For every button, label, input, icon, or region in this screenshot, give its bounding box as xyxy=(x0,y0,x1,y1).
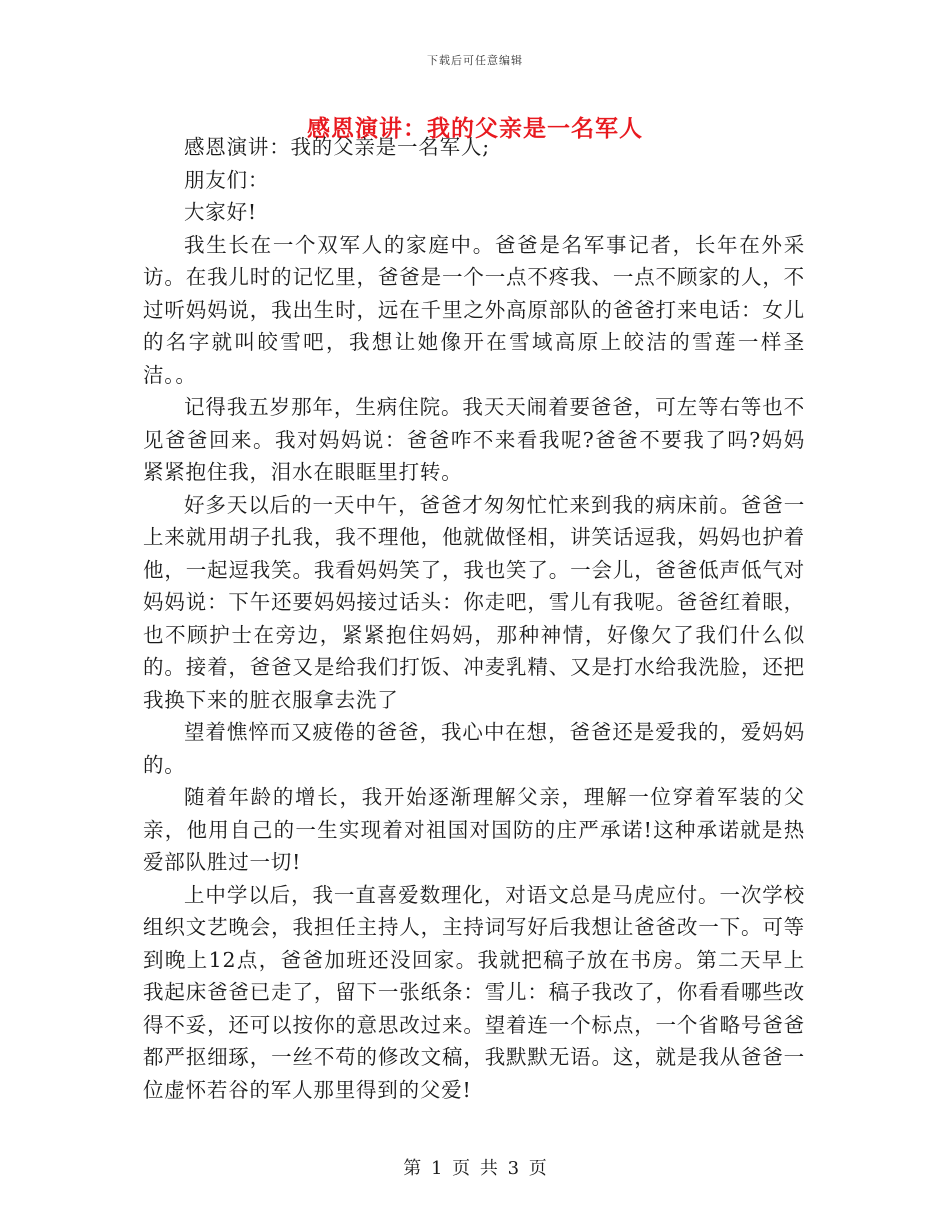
paragraph: 好多天以后的一天中午，爸爸才匆匆忙忙来到我的病床前。爸爸一上来就用胡子扎我，我不理他，他就做怪相，讲笑话逗我，妈妈也护着他，一起逗我笑。我看妈妈笑了，我也笑了。一会儿，爸爸低声低气对妈妈说：下午还要妈妈接过话头：你走吧，雪儿有我呢。爸爸红着眼，也不顾护士在旁边，紧紧抱住妈妈，那种神情，好像欠了我们什么似的。接着，爸爸又是给我们打饭、冲麦乳精、又是打水给我洗脸，还把我换下来的脏衣服拿去洗了 xyxy=(143,492,805,712)
page-footer xyxy=(0,1154,950,1180)
page-number: 第 1 页 共 3 页 xyxy=(403,1158,547,1179)
paragraph: 朋友们： xyxy=(184,167,270,192)
paragraph: 我生长在一个双军人的家庭中。爸爸是名军事记者，长年在外采访。在我儿时的记忆里，爸爸是一个一点不疼我、一点不顾家的人，不过听妈妈说，我出生时，远在千里之外高原部队的爸爸打来电话：女儿的名字就叫皎雪吧，我想让她像开在雪域高原上皎洁的雪莲一样圣洁。。 xyxy=(143,232,805,387)
paragraph: 大家好! xyxy=(184,200,257,224)
paragraph: 记得我五岁那年，生病住院。我天天闹着要爸爸，可左等右等也不见爸爸回来。我对妈妈说：爸爸咋不来看我呢?爸爸不要我了吗?妈妈紧紧抱住我，泪水在眼眶里打转。 xyxy=(143,395,805,484)
paragraph: 望着憔悴而又疲倦的爸爸，我心中在想，爸爸还是爱我的，爱妈妈的。 xyxy=(143,720,805,777)
paragraph: 随着年龄的增长，我开始逐渐理解父亲，理解一位穿着军装的父亲，他用自己的一生实现着对祖国对国防的庄严承诺!这种承诺就是热爱部队胜过一切! xyxy=(143,785,805,874)
document-title: 感恩演讲：我的父亲是一名军人 xyxy=(307,115,643,142)
header-note: 下载后可任意编辑 xyxy=(427,54,523,67)
paragraph: 上中学以后，我一直喜爱数理化，对语文总是马虎应付。一次学校组织文艺晚会，我担任主持人，主持词写好后我想让爸爸改一下。可等到晚上12点，爸爸加班还没回家。我就把稿子放在书房。第二天早上我起床爸爸已走了，留下一张纸条：雪儿：稿子我改了，你看看哪些改得不妥，还可以按你的意思改过来。望着连一个标点，一个省略号爸爸都严抠细琢，一丝不苟的修改文稿，我默默无语。这，就是我从爸爸一位虚怀若谷的军人那里得到的父爱! xyxy=(143,882,805,1102)
paragraph: 感恩演讲：我的父亲是一名军人; xyxy=(184,135,490,159)
document-body xyxy=(143,131,805,1106)
